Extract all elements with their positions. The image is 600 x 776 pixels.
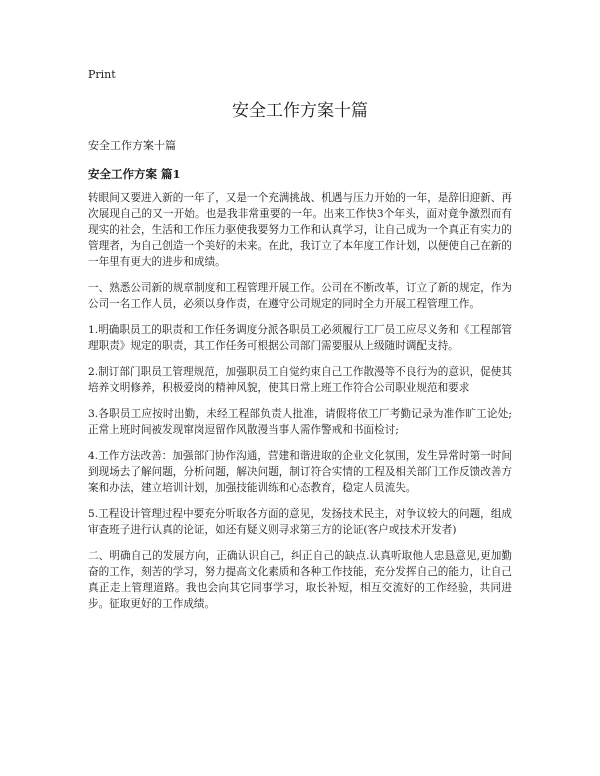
paragraph-item-2: 2.制订部门职员工管理规范，加强职员工自觉约束自己工作散漫等不良行为的意识，促使其培养文明修养，积极爱岗的精神风貌，使其日常上班工作符合公司职业规范和要求 (88, 366, 512, 394)
paragraph-intro: 转眼间又要进入新的一年了，又是一个充满挑战、机遇与压力开始的一年，是辞旧迎新、再次展现自己的又一开始。也是我非常重要的一年。出来工作快3个年头，面对竟争激烈而有现实的社会，生活和工作压力驱使我要努力工作和认真学习，让自己成为一个真正有实力的管理者，为自己创造一个美好的未来。在此，我订立了本年度工作计划，以便使自己在新的一年里有更大的进步和成绩。 (88, 192, 512, 268)
paragraph-item-4: 4.工作方法改善：加强部门协作沟通，营建和谐进取的企业文化氛围，发生异常时第一时间到现场去了解问题，分析问题，解决问题，制订符合实情的工程及相关部门工作反馈改善方案和办法，建立培训计划，加强技能训练和心态教育，稳定人员流失。 (88, 450, 512, 494)
paragraph-item-1: 1.明确职员工的职责和工作任务调度分派各职员工必须履行工厂员工应尽义务和《工程部管理职责》规定的职责，其工作任务可根据公司部门需要服从上级随时调配支持。 (88, 324, 512, 352)
document-page (88, 68, 512, 622)
print-link[interactable]: Print (88, 68, 116, 81)
document-subtitle: 安全工作方案十篇 (88, 139, 176, 152)
document-title: 安全工作方案十篇 (232, 101, 368, 121)
section-heading: 安全工作方案 篇1 (88, 167, 181, 181)
paragraph-section-two: 二、明确自己的发展方向，正确认识自己，纠正自己的缺点.认真听取他人忠恳意见,更加勤奋的工作，刻苦的学习，努力提高文化素质和各种工作技能，充分发挥自己的能力，让自己真正走上管理道路。我也会向其它同事学习，取长补短，相互交流好的工作经验，共同进步。征取更好的工作成绩。 (88, 550, 512, 610)
paragraph-section-one: 一、熟悉公司新的规章制度和工程管理开展工作。公司在不断改革，订立了新的规定，作为公司一名工作人员，必须以身作责，在遵守公司规定的同时全力开展工程管理工作。 (88, 282, 512, 310)
paragraph-item-5: 5.工程设计管理过程中要充分听取各方面的意见，发扬技术民主，对争议较大的问题，组成审查班子进行认真的论证，如还有疑义则寻求第三方的论证(客户或技术开发者) (88, 508, 512, 536)
paragraph-item-3: 3.各职员工应按时出勤，未经工程部负责人批准，请假将依工厂考勤记录为准作旷工论处;正常上班时间被发现窜岗逗留作风散漫当事人需作警戒和书面检讨; (88, 408, 512, 436)
